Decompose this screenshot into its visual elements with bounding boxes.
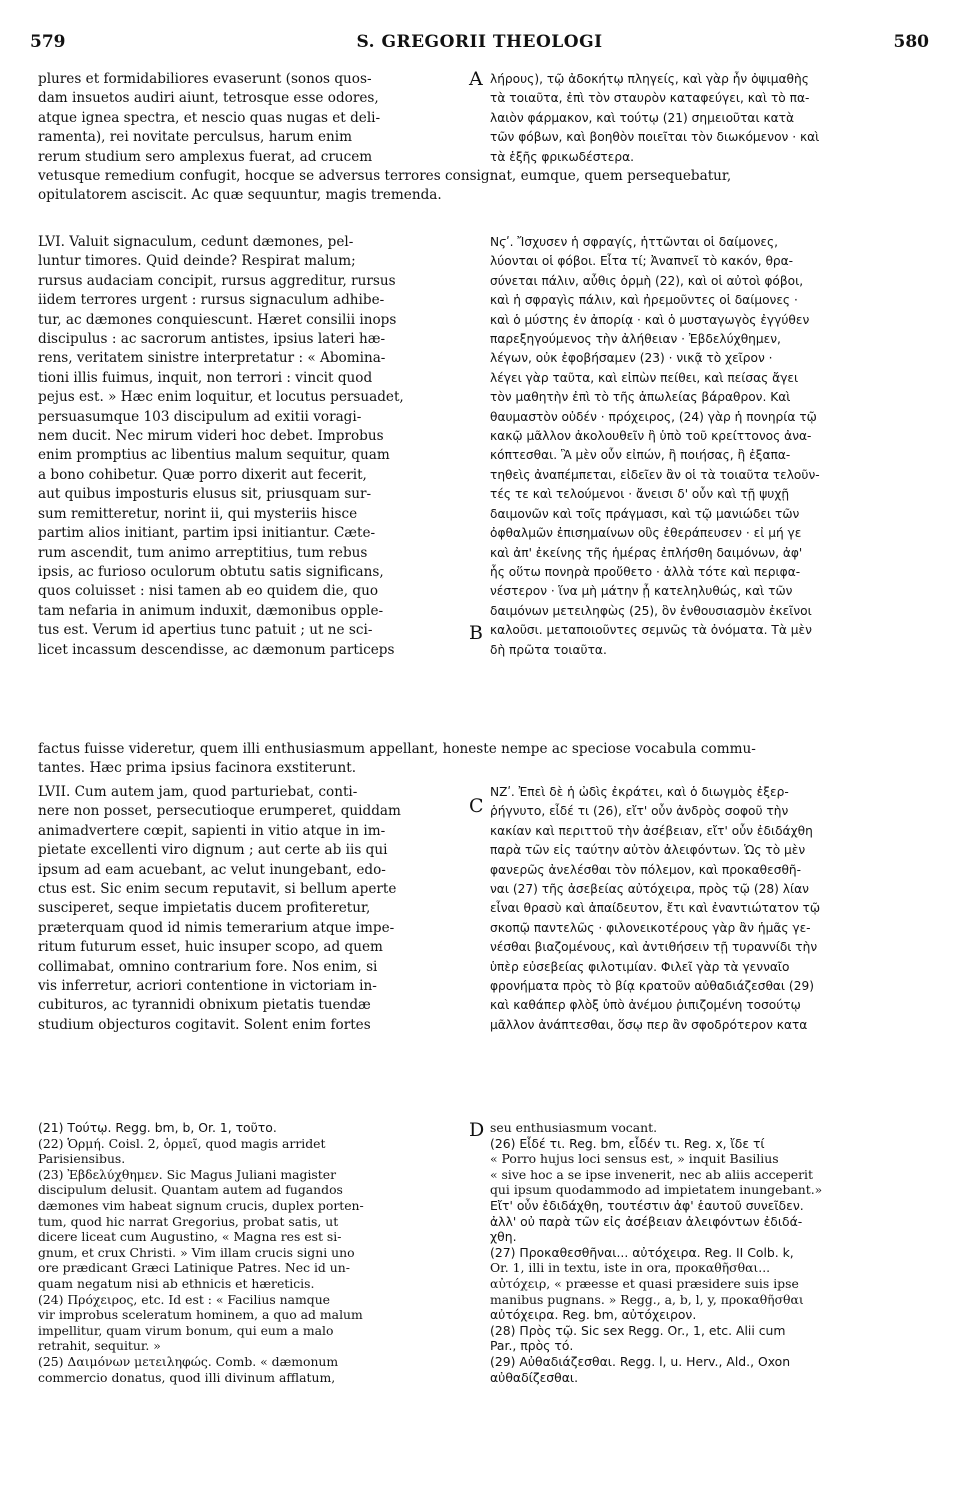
greek-text-line: παρεξηγούμενος τὴν ἀλήθειαν · Ἐβδελύχθημεν, bbox=[490, 332, 781, 347]
latin-text-line: discipulus : ac sacrorum antistes, ipsius lateri hæ- bbox=[38, 331, 386, 348]
greek-text-line: δαιμόνων μετειληφὼς (25), ὃν ἐνθουσιασμὸν ἐκεῖνοι bbox=[490, 603, 812, 618]
greek-text-line: μᾶλλον ἀνάπτεσθαι, ὅσῳ περ ἂν σφοδρότερον κατα bbox=[490, 1017, 808, 1032]
latin-text-line: pejus est. » Hæc enim loquitur, et locutus persuadet, bbox=[38, 389, 404, 406]
greek-text-line: θαυμαστὸν οὐδέν · πρόχειρος, (24) γὰρ ἡ πονηρία τῷ bbox=[490, 409, 817, 424]
latin-text-line: vetusque remedium confugit, hocque se adversus terrores consignat, eumque, quem persequebatur, bbox=[38, 168, 732, 184]
latin-column-section-1 bbox=[38, 70, 468, 167]
greek-text-line: καὶ καθάπερ φλὸξ ὑπὸ ἀνέμου ῥιπιζομένη τοσούτῳ bbox=[490, 998, 801, 1013]
latin-text-line: ctus est. Sic enim secum reputavit, si bellum aperte bbox=[38, 881, 397, 898]
running-title: S. GREGORII THEOLOGI bbox=[356, 32, 603, 52]
latin-text-line: vis inferretur, acriori contentione in victoriam in- bbox=[38, 978, 377, 995]
latin-text-line: susciperet, seque impietatis ducem profiteretur, bbox=[38, 900, 371, 917]
latin-text-line: factus fuisse videretur, quem illi enthusiasmum appellant, honeste nempe ac speciose vocabula commu- bbox=[38, 741, 756, 757]
greek-text-line: ὑπὲρ εὐσεβείας φιλοτιμίαν. Φιλεῖ γὰρ τὰ γενναῖο bbox=[490, 959, 790, 974]
greek-text-line: κακῷ μᾶλλον ἀκολουθεῖν ἢ ὑπὸ τοῦ κρείττονος ἀνα- bbox=[490, 429, 812, 444]
greek-text-line: τὸν μαθητὴν ἐπὶ τὸ τῆς ἀπωλείας βάραθρον. Καὶ bbox=[490, 390, 791, 405]
greek-text-line: τὰ ἑξῆς φρικωδέστερα. bbox=[490, 149, 635, 164]
footnote-line: gnum, et crux Christi. » Vim illam crucis signi uno bbox=[38, 1244, 355, 1260]
footnote-line: « sive hoc a se ipse invenerit, nec ab aliis acceperit bbox=[490, 1166, 813, 1182]
greek-text-line: ναι (27) τῆς ἀσεβείας αὐτόχειρα, πρὸς τῷ (28) λίαν bbox=[490, 882, 809, 897]
greek-text-line: ἧς οὕτω πονηρὰ προὔθετο · ἀλλὰ τότε καὶ περιφα- bbox=[490, 564, 801, 579]
footnote-line: Parisiensibus. bbox=[38, 1151, 126, 1167]
greek-text-line: καὶ ἡ σφραγὶς πάλιν, καὶ ἠρεμοῦντες οἱ δαίμονες · bbox=[490, 293, 798, 308]
greek-text-line: νέσθαι βιαζομένους, καὶ ἀντιθήσειν τῇ τυραννίδι τὴν bbox=[490, 940, 818, 955]
greek-text-line: παρὰ τῶν εἰς ταύτην αὐτὸν ἀλειφόντων. Ὡς τὸ μὲν bbox=[490, 843, 806, 858]
footnote-line: ore prædicant Græci Latinique Patres. Nec id un- bbox=[38, 1260, 350, 1276]
latin-text-line: rerum studium sero amplexus fuerat, ad crucem bbox=[38, 148, 373, 165]
footnote-line: retrahit, sequitur. » bbox=[38, 1338, 161, 1354]
footnote-line: (22) Ὁρμή. Coisl. 2, ὁρμεῖ, quod magis arridet bbox=[38, 1135, 326, 1151]
footnote-line: Εἴτ' οὖν ἐδιδάχθη, τουτέστιν ἀφ' ἑαυτοῦ συνεῖδεν. bbox=[490, 1197, 804, 1213]
footnote-line: discipulum delusit. Quantam autem ad fugandos bbox=[38, 1182, 343, 1198]
latin-text-line: licet incassum descendisse, ac dæmonum particeps bbox=[38, 641, 395, 658]
footnote-line: tum, quod hic narrat Gregorius, probat satis, ut bbox=[38, 1213, 339, 1229]
footnote-line: χθη. bbox=[490, 1229, 517, 1245]
latin-text-line: rens, veritatem sinistre interpretatur : « Abomina- bbox=[38, 350, 386, 367]
latin-column-section-2 bbox=[38, 233, 468, 660]
footnotes-right-column bbox=[490, 1120, 930, 1385]
latin-text-line: sum remitteretur, norint ii, qui mysteriis hisce bbox=[38, 505, 358, 522]
footnote-line: Or. 1, illi in textu, iste in ora, προκαθῆσθαι... bbox=[490, 1260, 771, 1276]
greek-text-line: καὶ ὁ μύστης ἐν ἀπορίᾳ · καὶ ὁ μυσταγωγὸς ἐγγύθεν bbox=[490, 312, 810, 327]
footnote-line: impellitur, quam virum bonum, qui eum a malo bbox=[38, 1322, 334, 1338]
margin-marker-c: C bbox=[469, 795, 484, 817]
greek-text-line: τῶν φόβων, καὶ βοηθὸν ποιεῖται τὸν διωκόμενον · καὶ bbox=[490, 130, 820, 145]
greek-text-line: λαιὸν φάρμακον, καὶ τούτῳ (21) σημειοῦται κατὰ bbox=[490, 110, 795, 125]
footnote-line: dicere liceat cum Augustino, « Magna res est si- bbox=[38, 1229, 342, 1245]
latin-full-width-section-1 bbox=[38, 167, 930, 206]
greek-text-line: λήρους), τῷ ἀδοκήτῳ πληγείς, καὶ γὰρ ἦν ὀψιμαθὴς bbox=[490, 72, 809, 86]
latin-full-width-section-2 bbox=[38, 740, 930, 779]
greek-text-line: τές τε καὶ τελούμενοι · ἄνεισι δ' οὖν καὶ τῇ ψυχῇ bbox=[490, 487, 790, 502]
page-number-right: 580 bbox=[893, 32, 929, 52]
latin-text-line: LVI. Valuit signaculum, cedunt dæmones, pel- bbox=[38, 234, 354, 250]
footnote-line: αὐτόχειρ, « præesse et quasi præsidere suis ipse bbox=[490, 1275, 799, 1291]
running-header bbox=[30, 32, 929, 56]
footnote-line: αὐτόχειρα. Reg. bm, αὐτόχειρον. bbox=[490, 1307, 697, 1323]
greek-text-line: λέγων, οὐκ ἐφοβήσαμεν (23) · νικᾷ τὸ χεῖρον · bbox=[490, 351, 773, 366]
greek-text-line: καὶ ἀπ' ἐκείνης τῆς ἡμέρας ἐπλήσθη δαιμόνων, ἀφ' bbox=[490, 545, 803, 560]
greek-text-line: Νϛʹ. Ἴσχυσεν ἡ σφραγίς, ἡττῶνται οἱ δαίμονες, bbox=[490, 235, 779, 249]
latin-text-line: enim promptius ac libentius malum sequitur, quam bbox=[38, 447, 390, 464]
footnote-line: αὐθαδίζεσθαι. bbox=[490, 1369, 579, 1385]
latin-text-line: opitulatorem asciscit. Ac quæ sequuntur, magis tremenda. bbox=[38, 187, 442, 204]
latin-text-line: collimabat, omnino contrarium fore. Nos enim, si bbox=[38, 958, 378, 975]
latin-text-line: cubituros, ac tyrannidi obnixum pietatis tuendæ bbox=[38, 997, 371, 1014]
greek-column-section-2 bbox=[490, 233, 930, 660]
footnote-line: manibus pugnans. » Regg., a, b, l, y, προκαθῆσθαι bbox=[490, 1291, 804, 1307]
footnote-line: vir improbus sceleratum hominem, a quo ad malum bbox=[38, 1307, 363, 1323]
footnote-line: (24) Πρόχειρος, etc. Id est : « Facilius namque bbox=[38, 1291, 331, 1307]
greek-text-line: εἶναι θρασὺ καὶ ἀπαίδευτον, ἔτι καὶ ἐναντιώτατον τῷ bbox=[490, 901, 821, 916]
greek-text-line: ὀφθαλμῶν ἐπισημαίνων οὓς ἐθεράπευσεν · εἰ μή γε bbox=[490, 526, 802, 541]
latin-text-line: luntur timores. Quid deinde? Respirat malum; bbox=[38, 253, 356, 270]
page-number-left: 579 bbox=[30, 32, 66, 52]
latin-text-line: plures et formidabiliores evaserunt (sonos quos- bbox=[38, 71, 372, 87]
latin-text-line: rum ascendit, tum animo arreptitius, tum rebus bbox=[38, 544, 368, 561]
latin-text-line: pietate excellenti viro dignum ; aut certe ab iis qui bbox=[38, 842, 388, 859]
greek-text-line: τὰ τοιαῦτα, ἐπὶ τὸν σταυρὸν καταφεύγει, καὶ τὸ πα- bbox=[490, 91, 810, 106]
greek-text-line: λύονται οἱ φόβοι. Εἶτα τί; Ἀναπνεῖ τὸ κακόν, θρα- bbox=[490, 254, 794, 269]
latin-text-line: nere non posset, persecutioque erumperet, quiddam bbox=[38, 803, 401, 820]
footnote-line: (25) Δαιμόνων μετειληφώς. Comb. « dæmonum bbox=[38, 1353, 339, 1369]
latin-text-line: a bono cohibetur. Quæ porro dixerit aut fecerit, bbox=[38, 466, 367, 483]
latin-text-line: ritum futurum esset, huic insuper scopo, ad quem bbox=[38, 939, 383, 956]
latin-text-line: animadvertere cœpit, sapienti in vitio atque in im- bbox=[38, 822, 386, 839]
latin-text-line: ramenta), rei novitate perculsus, harum enim bbox=[38, 129, 353, 146]
footnote-line: qui ipsum quodammodo ad impietatem inungebant.» bbox=[490, 1182, 823, 1198]
greek-text-line: λέγει γὰρ ταῦτα, καὶ εἰπὼν πείθει, καὶ πείσας ἄγει bbox=[490, 370, 799, 385]
latin-text-line: ipsis, ac furioso oculorum obtutu satis significans, bbox=[38, 563, 384, 580]
greek-text-line: σκοπῷ παντελῶς · φιλονεικοτέρους γὰρ ἂν ἡμᾶς γε- bbox=[490, 920, 811, 935]
latin-text-line: dam insuetos audiri aiunt, tetrosque esse odores, bbox=[38, 90, 379, 107]
footnote-line: (21) Τούτῳ. Regg. bm, b, Or. 1, τοῦτο. bbox=[38, 1120, 277, 1135]
latin-text-line: ipsum ad eam acuebant, ac velut inungebant, edo- bbox=[38, 861, 386, 878]
footnote-line: (28) Πρὸς τῷ. Sic sex Regg. Or., 1, etc. Alii cum bbox=[490, 1322, 786, 1338]
greek-column-section-1 bbox=[490, 70, 930, 167]
greek-text-line: νέστερον · ἵνα μὴ μάτην ᾖ κατεληλυθώς, καὶ τῶν bbox=[490, 584, 793, 599]
latin-text-line: præterquam quod id nimis temerarium atque impe- bbox=[38, 919, 395, 936]
greek-text-line: τηθεὶς ἀναπέμπεται, εἰδεῖεν ἂν οἱ τὰ τοιαῦτα τελοῦν- bbox=[490, 467, 820, 482]
footnotes-left-column bbox=[38, 1120, 468, 1385]
footnote-line: (26) Εἶδέ τι. Reg. bm, εἶδέν τι. Reg. x, ἴδε τί bbox=[490, 1135, 765, 1151]
latin-text-line: studium objecturos cogitavit. Solent enim fortes bbox=[38, 1016, 371, 1033]
footnote-line: « Porro hujus loci sensus est, » inquit Basilius bbox=[490, 1151, 779, 1167]
latin-text-line: quos coluisset : nisi tamen ab eo quidem die, quo bbox=[38, 583, 379, 600]
latin-text-line: iidem terrores urgent : rursus signaculum adhibe- bbox=[38, 292, 385, 309]
latin-text-line: tam nefaria in animum induxit, dæmonibus opple- bbox=[38, 602, 384, 619]
footnote-line: Par., πρὸς τό. bbox=[490, 1338, 574, 1354]
greek-text-line: καλοῦσι. μεταποιοῦντες σεμνῶς τὰ ὀνόματα. Τὰ μὲν bbox=[490, 623, 812, 638]
greek-text-line: κακίαν καὶ περιττοῦ τὴν ἀσέβειαν, εἴτ' οὖν ἐδιδάχθη bbox=[490, 823, 813, 838]
footnote-line: (23) Ἐβδελύχθημεν. Sic Magus Juliani magister bbox=[38, 1166, 337, 1182]
latin-text-line: tantes. Hæc prima ipsius facinora exstiterunt. bbox=[38, 760, 357, 777]
footnote-line: quam negatum nisi ab ethnicis et hæreticis. bbox=[38, 1275, 315, 1291]
footnote-line: (27) Προκαθεσθῆναι... αὐτόχειρα. Reg. II Colb. k, bbox=[490, 1244, 794, 1260]
greek-text-line: φανερῶς ἀνελέσθαι τὸν πόλεμον, καὶ προκαθεσθῆ- bbox=[490, 862, 802, 877]
greek-text-line: φρονήματα πρὸς τὸ βίᾳ κρατοῦν αὐθαδιάζεσθαι (29) bbox=[490, 979, 814, 994]
greek-text-line: ΝΖʹ. Ἐπεὶ δὲ ἡ ὠδὶς ἐκράτει, καὶ ὁ διωγμὸς ἐξερ- bbox=[490, 785, 789, 799]
latin-column-section-3 bbox=[38, 783, 468, 1035]
footnote-line: ἀλλ' οὐ παρὰ τῶν εἰς ἀσέβειαν ἀλειφόντων ἐδιδά- bbox=[490, 1213, 803, 1229]
greek-text-line: κόπτεσθαι. Ἃ μὲν οὖν εἰπών, ἢ ποιήσας, ἢ ἐξαπα- bbox=[490, 448, 791, 463]
latin-text-line: tioni illis fuimus, inquit, non terrori : vincit quod bbox=[38, 369, 373, 386]
greek-text-line: δὴ πρῶτα τοιαῦτα. bbox=[490, 642, 607, 657]
latin-text-line: persuasumque 103 discipulum ad exitii voragi- bbox=[38, 408, 362, 425]
margin-marker-b: B bbox=[469, 622, 483, 644]
greek-column-section-3 bbox=[490, 783, 930, 1035]
footnote-line: dæmones vim habeat signum crucis, duplex porten- bbox=[38, 1197, 364, 1213]
footnote-line: commercio donatus, quod illi divinum afflatum, bbox=[38, 1369, 336, 1385]
latin-text-line: rursus audaciam concipit, rursus aggreditur, rursus bbox=[38, 272, 396, 289]
latin-text-line: partim alios initiant, partim ipsi initiantur. Cæte- bbox=[38, 525, 376, 542]
footnote-line: (29) Αὐθαδιάζεσθαι. Regg. l, u. Herv., Ald., Oxon bbox=[490, 1353, 791, 1369]
latin-text-line: atque ignea spectra, et nescio quas nugas et deli- bbox=[38, 109, 381, 126]
greek-text-line: ῥήγνυτο, εἶδέ τι (26), εἴτ' οὖν ἀνδρὸς σοφοῦ τὴν bbox=[490, 804, 789, 819]
latin-text-line: tus est. Verum id apertius tunc patuit ; ut ne sci- bbox=[38, 622, 373, 639]
latin-text-line: LVII. Cum autem jam, quod parturiebat, conti- bbox=[38, 784, 358, 800]
latin-text-line: aut quibus imposturis elusus sit, priusquam sur- bbox=[38, 486, 372, 503]
margin-marker-a: A bbox=[469, 68, 483, 90]
latin-text-line: tur, ac dæmones conquiescunt. Hæret consilii inops bbox=[38, 311, 397, 328]
latin-text-line: nem ducit. Nec mirum videri hoc debet. Improbus bbox=[38, 428, 384, 445]
greek-text-line: σύνεται πάλιν, αὖθις ὁρμὴ (22), καὶ οἱ αὐτοὶ φόβοι, bbox=[490, 273, 804, 288]
greek-text-line: δαιμονῶν καὶ τοῖς πράγμασι, καὶ τῷ μανιώδει τῶν bbox=[490, 506, 800, 521]
margin-marker-d: D bbox=[469, 1119, 485, 1141]
footnote-line: seu enthusiasmum vocant. bbox=[490, 1120, 658, 1135]
